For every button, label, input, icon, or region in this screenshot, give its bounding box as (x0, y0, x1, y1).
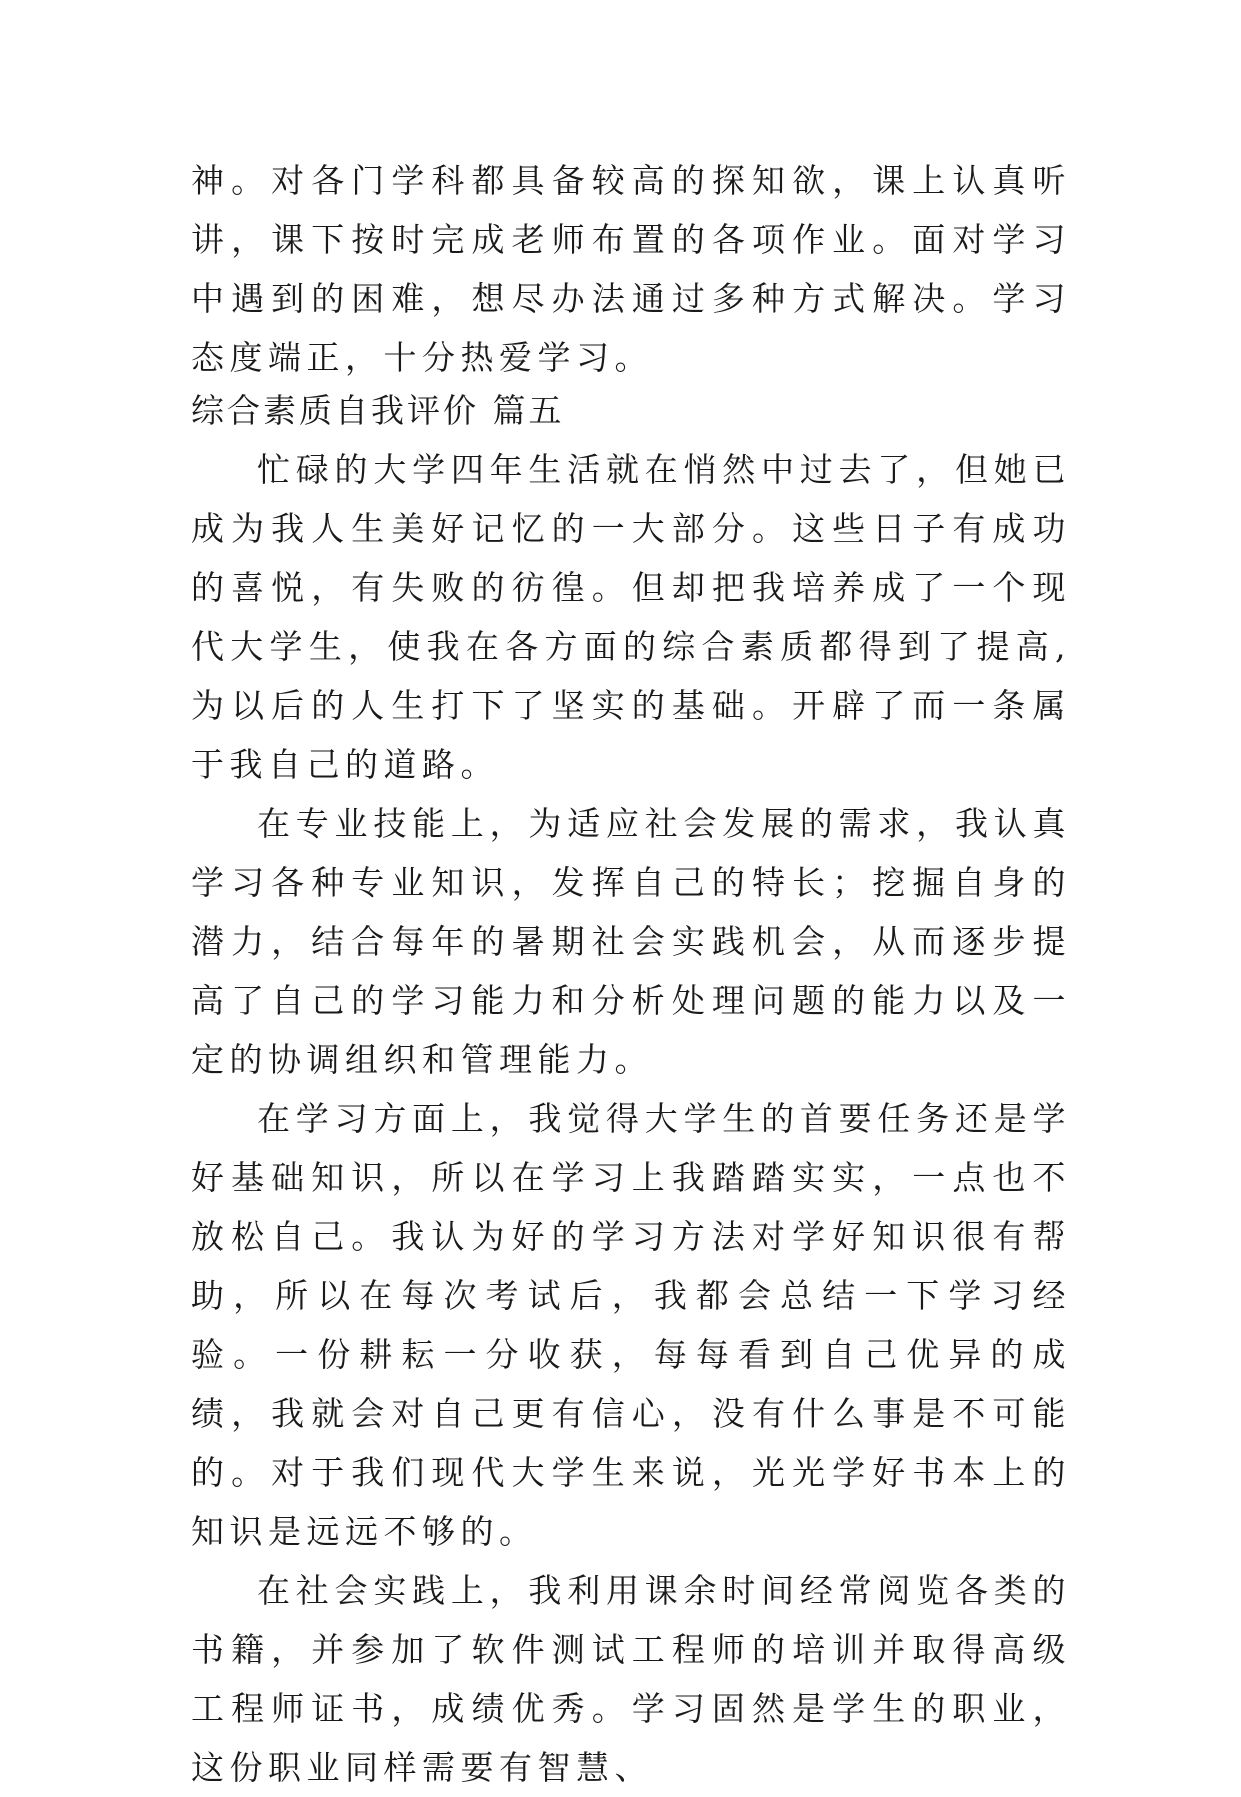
continuation-block (191, 151, 1071, 387)
body-paragraph: 在专业技能上，为适应社会发展的需求，我认真学习各种专业知识，发挥自己的特长；挖掘自身的潜力，结合每年的暑期社会实践机会，从而逐步提高了自己的学习能力和分析处理问题的能力以及一定的协调组织和管理能力。 (191, 804, 1071, 1079)
section-block (191, 381, 1071, 1797)
body-paragraph: 在社会实践上，我利用课余时间经常阅览各类的书籍，并参加了软件测试工程师的培训并取得高级工程师证书，成绩优秀。学习固然是学生的职业，这份职业同样需要有智慧、 (191, 1571, 1071, 1787)
section-heading: 综合素质自我评价 篇五 (191, 391, 565, 430)
continuation-paragraph: 神。对各门学科都具备较高的探知欲，课上认真听讲，课下按时完成老师布置的各项作业。面对学习中遇到的困难，想尽办法通过多种方式解决。学习态度端正，十分热爱学习。 (191, 161, 1071, 377)
body-paragraph: 忙碌的大学四年生活就在悄然中过去了，但她已成为我人生美好记忆的一大部分。这些日子有成功的喜悦，有失败的彷徨。但却把我培养成了一个现代大学生，使我在各方面的综合素质都得到了提高,为以后的人生打下了坚实的基础。开辟了而一条属于我自己的道路。 (191, 450, 1071, 784)
body-paragraph: 在学习方面上，我觉得大学生的首要任务还是学好基础知识，所以在学习上我踏踏实实，一点也不放松自己。我认为好的学习方法对学好知识很有帮助，所以在每次考试后，我都会总结一下学习经验。一份耕耘一分收获，每每看到自己优异的成绩，我就会对自己更有信心，没有什么事是不可能的。对于我们现代大学生来说，光光学好书本上的知识是远远不够的。 (191, 1099, 1071, 1551)
